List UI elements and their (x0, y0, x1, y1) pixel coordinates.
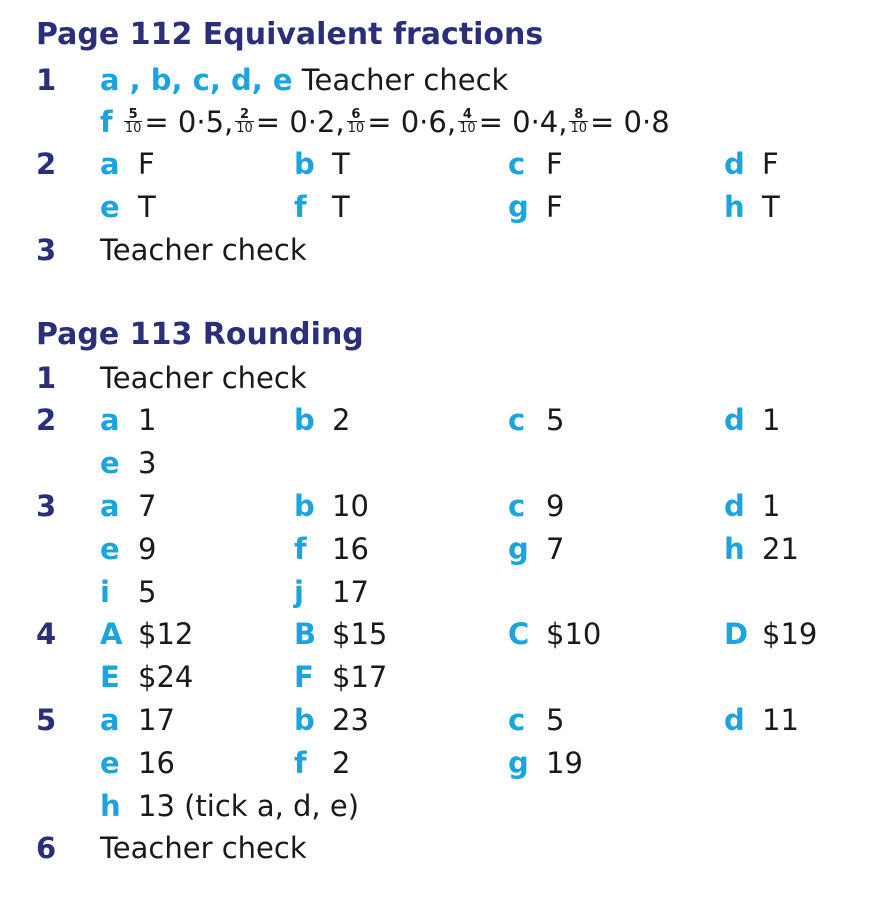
rounding-q5-answer-g (508, 743, 583, 783)
answer-value: 9 (138, 532, 157, 566)
rounding-q5-answer-c (508, 700, 564, 740)
part-letter: c (508, 147, 526, 181)
answer-value: 3 (138, 446, 157, 480)
part-letter: D (724, 617, 749, 651)
rounding-q2-answer-a (100, 400, 156, 440)
part-letter: h (100, 789, 121, 823)
fraction-numerator: 8 (569, 108, 588, 122)
part-letter: b (294, 403, 315, 437)
answer-value: 19 (546, 746, 583, 780)
fraction (569, 108, 588, 135)
part-letter: d (724, 489, 745, 523)
section-heading-equivalent-fractions: Page 112 Equivalent fractions (36, 17, 544, 52)
answer-text: Teacher check (100, 831, 307, 865)
q2-answer-e (100, 187, 156, 227)
rounding-q3-answer-i (100, 572, 156, 612)
answer-value: 16 (332, 532, 369, 566)
rounding-q3-answer-b (294, 486, 369, 526)
answer-value: 21 (762, 532, 799, 566)
rounding-q3-answer-c (508, 486, 564, 526)
answer-value: F (546, 147, 563, 181)
answer-value: 7 (138, 489, 157, 523)
part-letter: b (294, 147, 315, 181)
part-letter: f (294, 746, 307, 780)
question-number: 2 (36, 147, 57, 181)
rounding-q5-answer-b (294, 700, 369, 740)
part-letter: g (508, 746, 529, 780)
fraction-numerator: 5 (124, 108, 143, 122)
fraction-denominator: 10 (570, 120, 588, 136)
answer-value: 9 (546, 489, 565, 523)
rounding-q4-answer-B (294, 614, 387, 654)
answer-value: T (762, 190, 780, 224)
q2-answer-g (508, 187, 563, 227)
rounding-q3-answer-h (724, 529, 799, 569)
question-1-part-f-row (0, 102, 882, 142)
answer-value: T (138, 190, 156, 224)
fraction-numerator: 4 (458, 108, 477, 122)
part-letter: i (100, 575, 110, 609)
answer-value: 10 (332, 489, 369, 523)
answer-value: 7 (546, 532, 565, 566)
part-letters: a , b, c, d, e (100, 63, 293, 97)
rounding-q3-answer-j (294, 572, 369, 612)
part-letter: h (724, 190, 745, 224)
rounding-q2-answer-b (294, 400, 350, 440)
answer-value: $15 (332, 617, 388, 651)
rounding-q4-answer-E (100, 657, 193, 697)
answer-value: 5 (138, 575, 157, 609)
part-letter: a (100, 147, 120, 181)
rounding-q3-answer-e (100, 529, 156, 569)
fraction-denominator: 10 (124, 120, 142, 136)
question-number: 6 (36, 831, 57, 865)
part-letter: g (508, 532, 529, 566)
part-letter: e (100, 446, 120, 480)
fraction-value: = 0·2, (255, 105, 345, 139)
part-letter: F (294, 660, 314, 694)
question-1-row (0, 60, 882, 100)
rounding-q3-answer-g (508, 529, 564, 569)
part-letter: d (724, 703, 745, 737)
answer-value: 1 (138, 403, 157, 437)
rounding-q5-answer-h (100, 786, 359, 826)
rounding-q4-answer-C (508, 614, 601, 654)
part-letter: b (294, 703, 315, 737)
rounding-q3-answer-d (724, 486, 780, 526)
answer-value: $24 (138, 660, 194, 694)
question-6-row (0, 828, 882, 868)
rounding-q3-answer-f (294, 529, 369, 569)
answer-value: T (332, 147, 350, 181)
rounding-q2-answer-c (508, 400, 564, 440)
part-letter: a (100, 403, 120, 437)
answer-text: Teacher check (100, 361, 307, 395)
q2-answer-b (294, 144, 350, 184)
rounding-q2-answer-d (724, 400, 780, 440)
answer-value: F (138, 147, 155, 181)
answer-value: $12 (138, 617, 194, 651)
fraction-denominator: 10 (236, 120, 253, 136)
answer-value: 2 (332, 746, 351, 780)
question-number: 1 (36, 361, 57, 395)
rounding-q4-answer-D (724, 614, 817, 654)
answer-value: $10 (546, 617, 602, 651)
fraction-denominator: 10 (347, 120, 365, 136)
part-letter: j (294, 575, 304, 609)
answer-value: T (332, 190, 350, 224)
part-letter: e (100, 746, 120, 780)
part-letter: c (508, 703, 526, 737)
q2-answer-d (724, 144, 779, 184)
fraction (124, 108, 143, 135)
q2-answer-a (100, 144, 155, 184)
q2-answer-f (294, 187, 350, 227)
fraction (458, 108, 477, 135)
fraction-value: = 0·6, (367, 105, 457, 139)
answer-value: 2 (332, 403, 351, 437)
rounding-q2-answer-e (100, 443, 156, 483)
q2-answer-c (508, 144, 563, 184)
fraction-value: = 0·8 (590, 105, 670, 139)
fraction (235, 108, 254, 135)
answer-value: F (762, 147, 779, 181)
rounding-q3-answer-a (100, 486, 156, 526)
rounding-q5-answer-e (100, 743, 175, 783)
part-letter: d (724, 403, 745, 437)
fraction (347, 108, 366, 135)
answer-value: 5 (546, 403, 565, 437)
fraction-value: = 0·4, (478, 105, 568, 139)
question-number: 1 (36, 63, 57, 97)
answer-value: 11 (762, 703, 799, 737)
part-letter: e (100, 190, 120, 224)
question-number: 5 (36, 703, 57, 737)
fraction-numerator: 6 (347, 108, 366, 122)
part-letter: c (508, 489, 526, 523)
rounding-q5-answer-d (724, 700, 799, 740)
answer-cell (100, 60, 508, 100)
part-letter: c (508, 403, 526, 437)
question-number: 4 (36, 617, 57, 651)
answer-value: $19 (762, 617, 818, 651)
part-letter: A (100, 617, 123, 651)
question-number: 3 (36, 233, 57, 267)
fraction-numerator: 2 (235, 108, 254, 122)
answer-value: 1 (762, 489, 781, 523)
part-letter: a (100, 489, 120, 523)
fraction-denominator: 10 (459, 120, 476, 136)
answer-value: 16 (138, 746, 175, 780)
part-letter: C (508, 617, 530, 651)
answer-text: Teacher check (301, 63, 509, 97)
answer-value: 13 (tick a, d, e) (138, 789, 360, 823)
fraction-value: = 0·5, (144, 105, 234, 139)
part-letter: g (508, 190, 529, 224)
question-number: 2 (36, 403, 57, 437)
answer-value: 17 (138, 703, 175, 737)
answer-cell (100, 102, 670, 142)
rounding-q4-answer-F (294, 657, 387, 697)
answer-value: 17 (332, 575, 369, 609)
answer-value: F (546, 190, 563, 224)
section-heading-rounding: Page 113 Rounding (36, 317, 364, 352)
q2-answer-h (724, 187, 780, 227)
answer-text: Teacher check (100, 233, 307, 267)
part-letter: f (100, 105, 113, 139)
question-number: 3 (36, 489, 57, 523)
part-letter: e (100, 532, 120, 566)
answer-value: 5 (546, 703, 565, 737)
question-1-row (0, 358, 882, 398)
part-letter: a (100, 703, 120, 737)
question-3-row (0, 230, 882, 270)
rounding-q5-answer-f (294, 743, 350, 783)
part-letter: f (294, 190, 307, 224)
answer-value: 1 (762, 403, 781, 437)
answer-value: 23 (332, 703, 369, 737)
rounding-q5-answer-a (100, 700, 175, 740)
fraction-list (122, 105, 670, 139)
part-letter: d (724, 147, 745, 181)
part-letter: f (294, 532, 307, 566)
part-letter: b (294, 489, 315, 523)
part-letter: B (294, 617, 317, 651)
rounding-q4-answer-A (100, 614, 193, 654)
part-letter: h (724, 532, 745, 566)
part-letter: E (100, 660, 120, 694)
answer-value: $17 (332, 660, 388, 694)
